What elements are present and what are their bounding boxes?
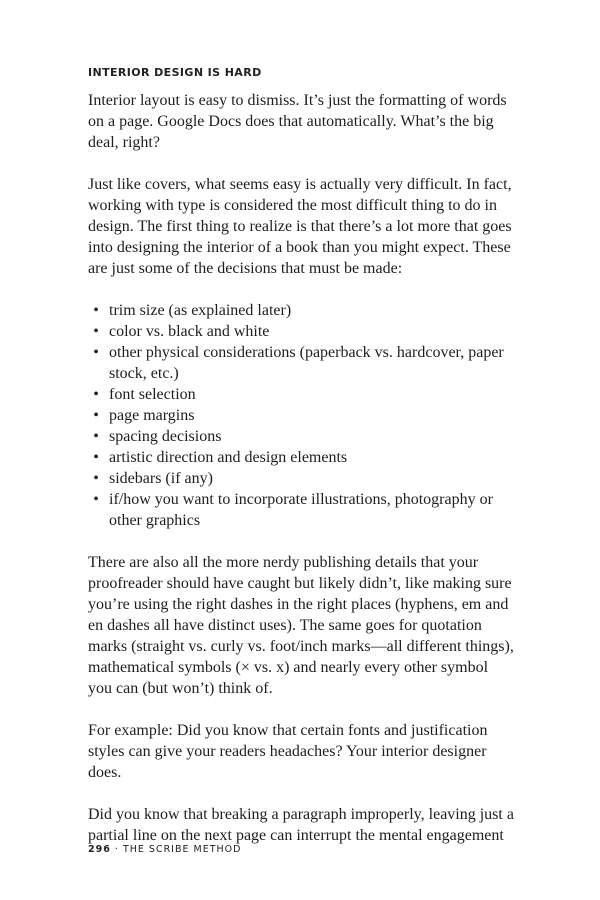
bullet-icon: • <box>93 407 99 424</box>
footer-separator: · <box>114 844 119 855</box>
list-item: • font selection <box>88 384 516 405</box>
list-item: • page margins <box>88 405 516 426</box>
page-body <box>88 64 516 846</box>
decisions-list <box>88 300 516 531</box>
bullet-icon: • <box>93 302 99 319</box>
list-item: • artistic direction and design elements <box>88 447 516 468</box>
paragraph-breaking: Did you know that breaking a paragraph improperly, leaving just a partial line on the next page can interrupt the mental engagement <box>88 806 514 844</box>
bullet-icon: • <box>93 449 99 466</box>
bullet-icon: • <box>93 470 99 487</box>
paragraph-intro: Interior layout is easy to dismiss. It’s just the formatting of words on a page. Google Docs does that automatically. What’s the big deal, right? <box>88 92 507 151</box>
page-number: 296 <box>88 844 111 855</box>
list-item: • spacing decisions <box>88 426 516 447</box>
list-item: • other physical considerations (paperback vs. hardcover, paper stock, etc.) <box>88 342 516 384</box>
page-footer <box>88 844 241 855</box>
bullet-icon: • <box>93 491 99 508</box>
paragraph-nerdy-details: There are also all the more nerdy publishing details that your proofreader should have caught but likely didn’t, like making sure you’re using the right dashes in the right places (hyphens, em and en dashes all have distinct uses). The same goes for quotation marks (straight vs. curly vs. foot/inch marks—all different things), mathematical symbols (× vs. x) and nearly every other symbol you can (but won’t) think of. <box>88 554 514 697</box>
book-title: THE SCRIBE METHOD <box>122 844 242 855</box>
bullet-icon: • <box>93 344 99 361</box>
paragraph-example: For example: Did you know that certain fonts and justification styles can give your readers headaches? Your interior designer does. <box>88 722 488 781</box>
bullet-icon: • <box>93 386 99 403</box>
bullet-icon: • <box>93 428 99 445</box>
paragraph-covers: Just like covers, what seems easy is actually very difficult. In fact, working with type is considered the most difficult thing to do in design. The first thing to realize is that there’s a lot more that goes into designing the interior of a book than you might expect. These are just some of the decisions that must be made: <box>88 176 512 277</box>
list-item: • trim size (as explained later) <box>88 300 516 321</box>
bullet-icon: • <box>93 323 99 340</box>
list-item: • sidebars (if any) <box>88 468 516 489</box>
section-heading: INTERIOR DESIGN IS HARD <box>88 66 262 79</box>
list-item: • if/how you want to incorporate illustrations, photography or other graphics <box>88 489 516 531</box>
list-item: • color vs. black and white <box>88 321 516 342</box>
